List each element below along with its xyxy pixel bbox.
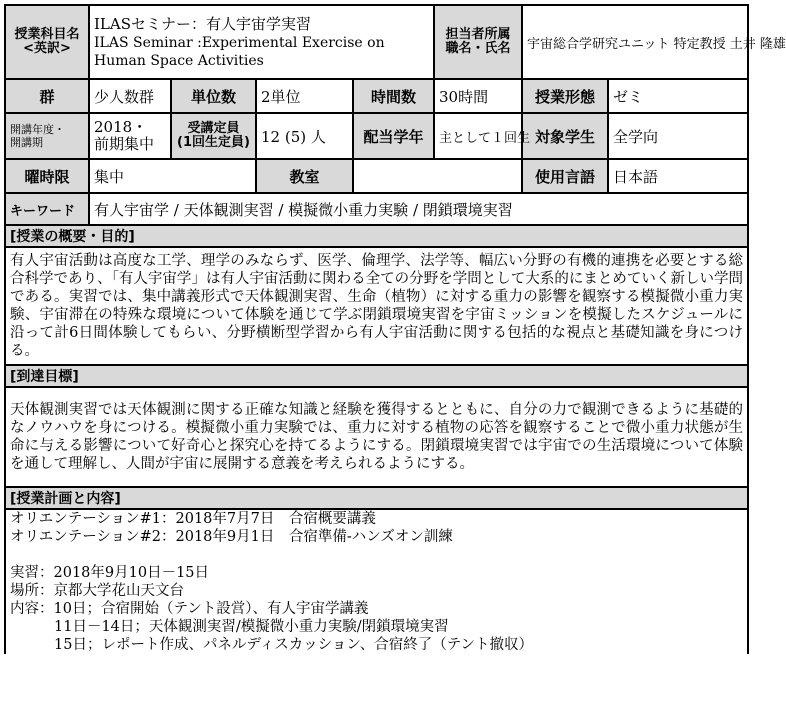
hours-value: 30時間 (434, 79, 522, 113)
period-label: 開講年度・ 開講期 (5, 113, 89, 159)
course-title-cell (89, 5, 434, 79)
target-value: 全学向 (608, 113, 748, 159)
credits-value: 2単位 (256, 79, 353, 113)
schedule-label: 曜時限 (5, 159, 89, 193)
plan-title: [授業計画と内容] (5, 487, 748, 509)
target-label: 対象学生 (522, 113, 608, 159)
format-value: ゼミ (608, 79, 748, 113)
plan-line: 場所：京都大学花山天文台 (10, 583, 184, 599)
credits-label: 単位数 (171, 79, 256, 113)
language-label: 使用言語 (522, 159, 608, 193)
capacity-label: 受講定員 (1回生定員) (171, 113, 256, 159)
room-label: 教室 (256, 159, 353, 193)
group-value: 少人数群 (89, 79, 171, 113)
keywords-value: 有人宇宙学 / 天体観測実習 / 模擬微小重力実験 / 閉鎖環境実習 (89, 193, 748, 225)
room-value (353, 159, 522, 193)
overview-title: [授業の概要・目的] (5, 225, 748, 247)
plan-line: オリエンテーション#1：2018年7月7日 合宿概要講義 (10, 511, 376, 527)
format-label: 授業形態 (522, 79, 608, 113)
syllabus-sheet (4, 4, 786, 710)
hours-label: 時間数 (353, 79, 434, 113)
plan-line: 11日－14日；天体観測実習/模擬微小重力実験/閉鎖環境実習 (54, 619, 449, 635)
course-info-table (4, 4, 786, 654)
instructor-name: 宇宙総合学研究ユニット 特定教授 土井 隆雄 (522, 5, 748, 79)
goals-text: 天体観測実習では天体観測に関する正確な知識と経験を獲得するとともに、自分の力で観測できるように基礎的なノウハウを身につける。模擬微小重力実験では、重力に対する植物の応答を観察することで微小重力状態が生命に与える影響について好奇心と探究心を持てるようにする。閉鎖環境実習では宇宙での生活環境について体験を通して理解し、人間が宇宙に展開する意義を考えられるようにする。 (5, 387, 748, 487)
plan-line: 内容：10日；合宿開始（テント設営）、有人宇宙学講義 (10, 601, 369, 617)
year-value: 主として１回生 (434, 113, 522, 159)
goals-title: [到達目標] (5, 365, 748, 387)
period-value: 2018・ 前期集中 (89, 113, 171, 159)
course-name-label: 授業科目名 <英訳> (5, 5, 89, 79)
schedule-value: 集中 (89, 159, 256, 193)
plan-line: 実習：2018年9月10日－15日 (10, 565, 210, 581)
year-label: 配当学年 (353, 113, 434, 159)
overview-text: 有人宇宙活動は高度な工学、理学のみならず、医学、倫理学、法学等、幅広い分野の有機的連携を必要とする総合科学であり、「有人宇宙学」は有人宇宙活動に関わる全ての分野を学問として大系的にまとめていく新しい学問である。実習では、集中講義形式で天体観測実習、生命（植物）に対する重力の影響を観察する模擬微小重力実験、宇宙滞在の特殊な環境について体験を通じて学ぶ閉鎖環境実習を宇宙ミッションを模擬したスケジュールに沿って計6日間体験してもらい、分野横断型学習から有人宇宙活動に関する包括的な視点と基礎知識を身につける。 (5, 247, 748, 365)
course-title-en: ILAS Seminar :Experimental Exercise on Human Space Activities (94, 34, 385, 69)
plan-content (5, 509, 748, 654)
plan-line: オリエンテーション#2：2018年9月1日 合宿準備-ハンズオン訓練 (10, 529, 453, 545)
plan-line: 15日；レポート作成、パネルディスカッション、合宿終了（テント撤収） (54, 637, 533, 653)
plan-line (10, 546, 743, 564)
language-value: 日本語 (608, 159, 748, 193)
group-label: 群 (5, 79, 89, 113)
instructor-label: 担当者所属 職名・氏名 (434, 5, 522, 79)
capacity-value: 12 (5) 人 (256, 113, 353, 159)
course-title-jp: ILASセミナー：有人宇宙学実習 (94, 14, 311, 33)
keywords-label: キーワード (5, 193, 89, 225)
